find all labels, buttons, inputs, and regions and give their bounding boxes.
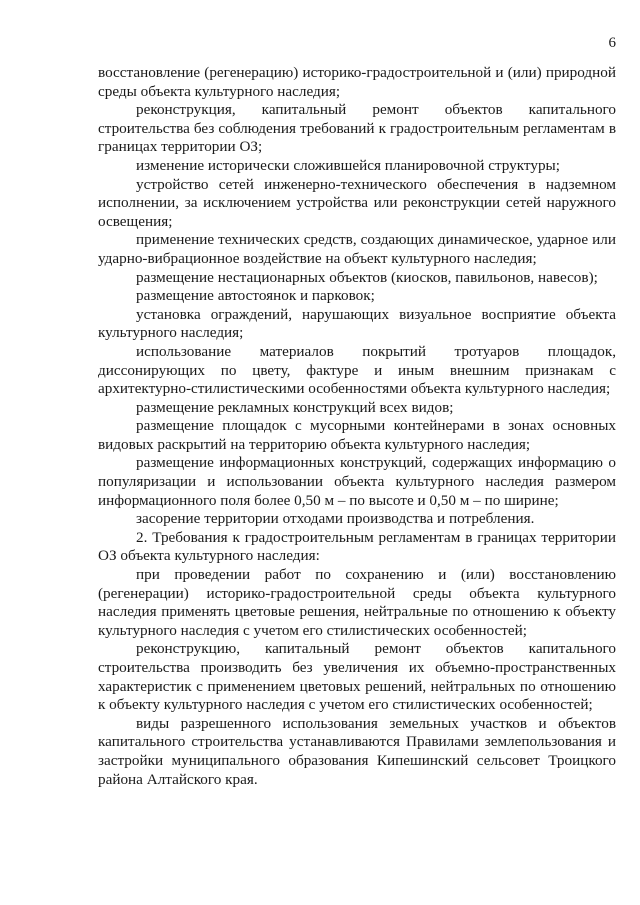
paragraph-2: реконструкция, капитальный ремонт объектов капитального строительства без соблюдения требований к градостроительным регламентам в границах территории ОЗ; [98,101,616,156]
paragraph-11: размещение площадок с мусорными контейнерами в зонах основных видовых раскрытий на территорию объекта культурного наследия; [98,417,616,453]
paragraph-16: реконструкцию, капитальный ремонт объектов капитального строительства производить без увеличения их объемно-пространственных характеристик с применением цветовых решений, нейтральных по отношению к объекту культурного наследия с учетом его стилистических особенностей; [98,640,616,714]
paragraph-8: установка ограждений, нарушающих визуальное восприятие объекта культурного наследия; [98,305,616,342]
paragraph-13: засорение территории отходами производства и потребления. [136,510,535,528]
paragraph-1: восстановление (регенерацию) историко-градостроительной и (или) природной среды объекта культурного наследия; [98,64,616,100]
paragraph-7: размещение автостоянок и парковок; [136,287,375,305]
page-number: 6 [608,35,616,51]
paragraph-3: изменение исторически сложившейся планировочной структуры; [136,156,560,174]
paragraph-14: 2. Требования к градостроительным регламентам в границах территории ОЗ объекта культурного наследия: [98,528,616,565]
paragraph-5: применение технических средств, создающих динамическое, ударное или ударно-вибрационное воздействие на объект культурного наследия; [98,231,616,267]
paragraph-9: использование материалов покрытий тротуаров площадок, диссонирующих по цвету, фактуре и иным внешним признакам с архитектурно-стилистическими особенностями объекта культурного наследия; [98,342,616,398]
paragraph-10: размещение рекламных конструкций всех видов; [136,398,454,416]
paragraph-4: устройство сетей инженерно-технического обеспечения в надземном исполнении, за исключением устройства или реконструкции сетей наружного освещения; [98,175,616,230]
paragraph-6: размещение нестационарных объектов (киосков, павильонов, навесов); [136,268,598,286]
paragraph-15: при проведении работ по сохранению и (или) восстановлению (регенерации) историко-градостроительной среды объекта культурного наследия применять цветовые решения, нейтральные по отношению к объекту культурного наследия с учетом его стилистических особенностей; [98,566,616,639]
paragraph-17: виды разрешенного использования земельных участков и объектов капитального строительства устанавливаются Правилами землепользования и застройки муниципального образования Кипешинский сельсовет Троицкого района Алтайского края. [98,714,616,788]
document-body [98,64,616,789]
paragraph-12: размещение информационных конструкций, содержащих информацию о популяризации и использовании объекта культурного наследия размером информационного поля более 0,50 м – по высоте и 0,50 м – по ширине; [98,454,616,509]
